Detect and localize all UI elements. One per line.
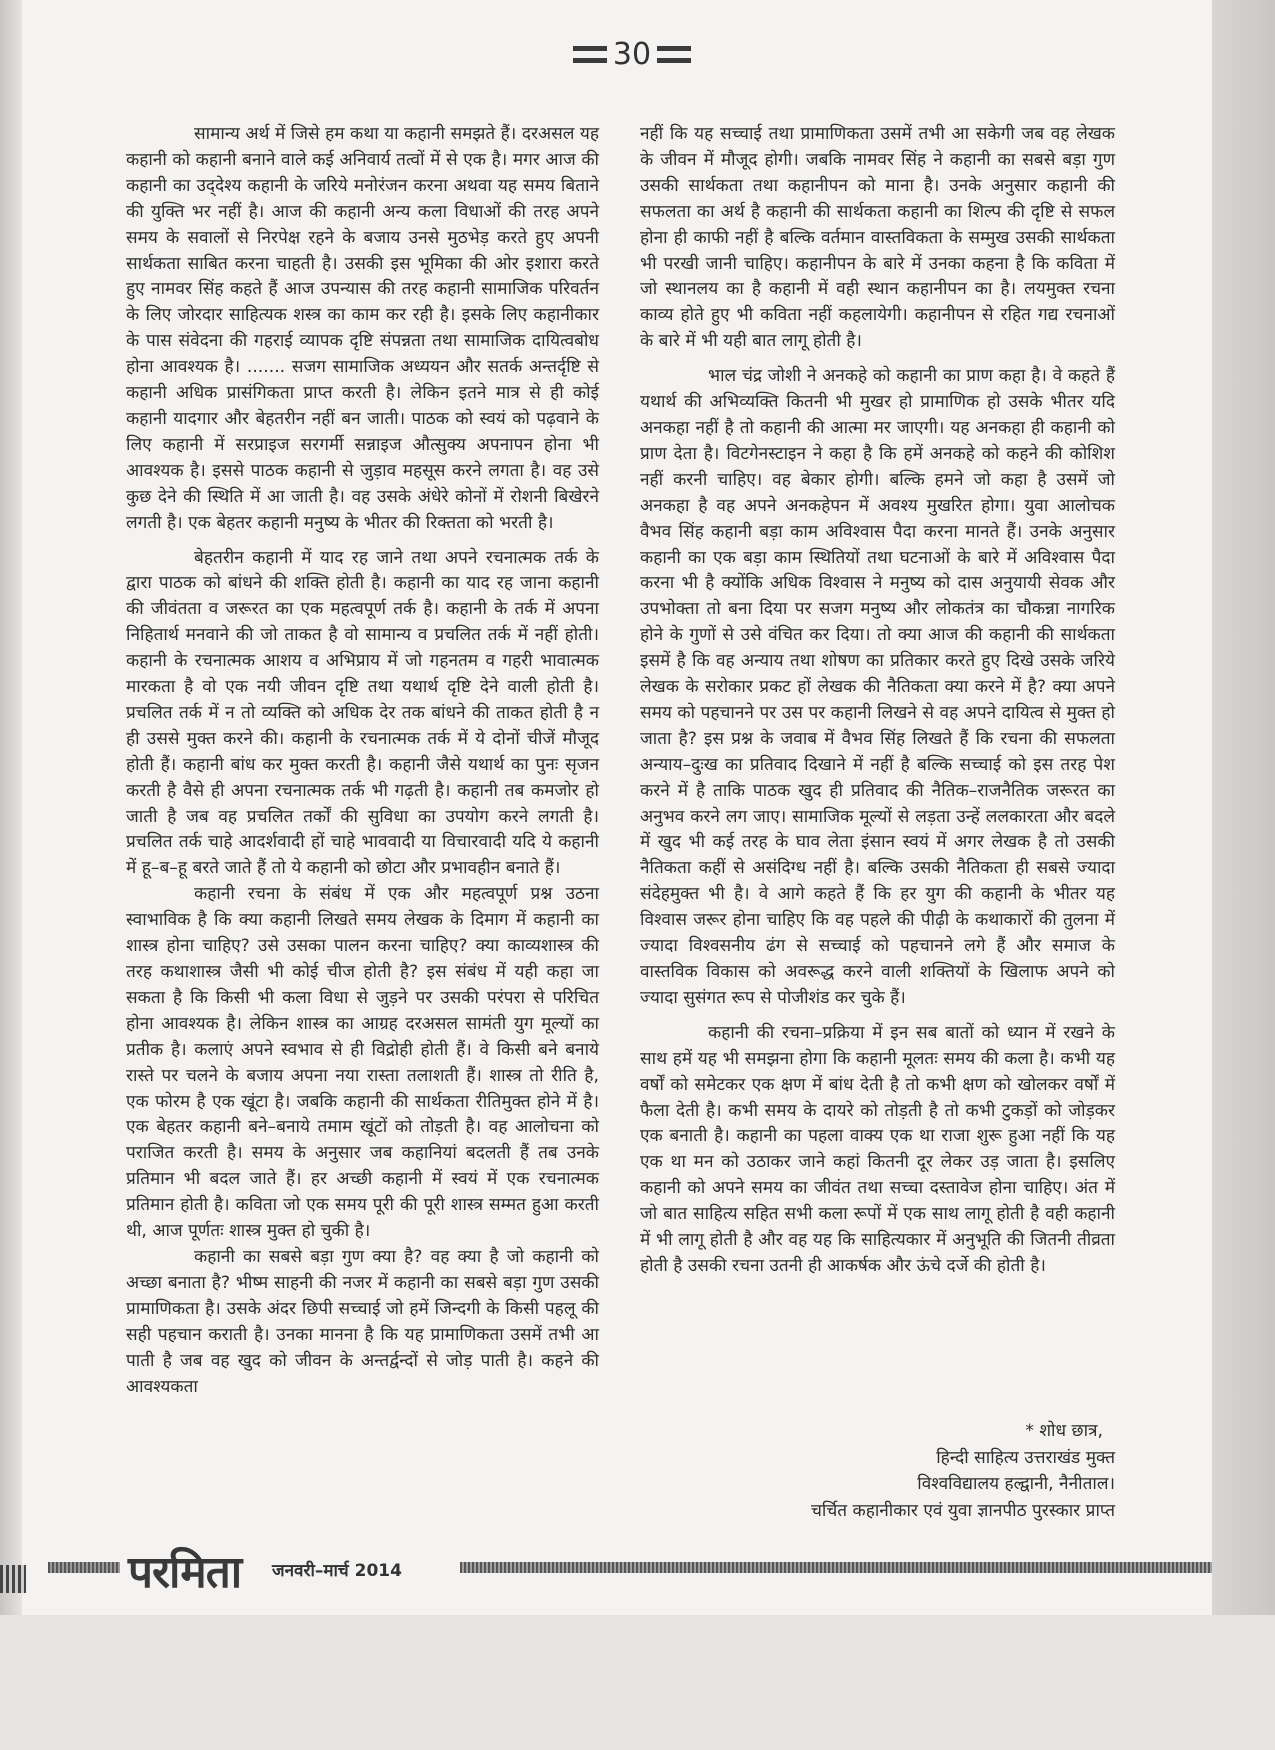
right-column xyxy=(640,122,1115,1280)
left-paragraph-1: सामान्य अर्थ में जिसे हम कथा या कहानी समझते हैं। दरअसल यह कहानी को कहानी बनाने वाले कई अनिवार्य तत्वों में से एक है। मगर आज की कहानी का उद्‌देश्य कहानी के जरिये मनोरंजन करना अथवा यह समय बिताने की युक्ति भर नहीं है। आज की कहानी अन्य कला विधाओं की तरह अपने समय के सवालों से निरपेक्ष रहने के बजाय उनसे मुठभेड़ करते हुए अपनी सार्थकता साबित करना चाहती है। उसकी इस भूमिका की ओर इशारा करते हुए नामवर सिंह कहते हैं आज उपन्यास की तरह कहानी सामाजिक परिवर्तन के लिए जोरदार साहित्यक शस्त्र का काम कर रही है। इसके लिए कहानीकार के पास संवेदना की गहराई व्यापक दृष्टि संपन्नता तथा सामाजिक दायित्वबोध होना आवश्यक है। ....... सजग सामाजिक अध्ययन और सतर्क अन्तर्दृष्टि से कहानी अधिक प्रासंगिकता प्राप्त करती है। लेकिन इतने मात्र से ही कोई कहानी यादगार और बेहतरीन नहीं बन जाती। पाठक को स्वयं को पढ़वाने के लिए कहानी में सरप्राइज सरगर्मी सन्नाइ‌ज औत्सुक्य अपनापन होना भी आवश्यक है। इससे पाठक कहानी से जुड़ाव महसूस करने लगता है। वह उसे कुछ देने की स्थिति में आ जाती है। वह उसके अंधेरे कोनों में रोशनी बिखेरने लगती है। एक बेहतर कहानी मनुष्य के भीतर की रिक्तता को भरती है। xyxy=(126,124,599,533)
right-paragraph-1: नहीं कि यह सच्चाई तथा प्रामाणिकता उसमें तभी आ सकेगी जब वह लेखक के जीवन में मौजूद होगी। जबकि नामवर सिंह ने कहानी का सबसे बड़ा गुण उसकी सार्थकता तथा कहानीपन को माना है। उनके अनुसार कहानी की सफलता का अर्थ है कहानी की सार्थकता कहानी का शिल्प की दृष्टि से सफल होना ही काफी नहीं है बल्कि वर्तमान वास्तविकता के सम्मुख उसकी सार्थकता भी परखी जानी चाहिए। कहानीपन के बारे में उनका कहना है कि कविता में जो स्थानलय का है कहानी में वही स्थान कहानीपन का है। लयमुक्त रचना काव्य होते हुए भी कविता नहीं कहलायेगी। कहानीपन से रहित गद्य रचनाओं के बारे में भी यही बात लागू होती है। xyxy=(640,124,1115,352)
left-paragraph-2: बेहतरीन कहानी में याद रह जाने तथा अपने रचनात्मक तर्क के द्वारा पाठक को बांधने की शक्ति होती है। कहानी का याद रह जाना कहानी की जीवंतता व जरूरत का एक महत्वपूर्ण तर्क है। कहानी के तर्क में अपना निहितार्थ मनवाने की जो ताकत है वो सामान्य व प्रचलित तर्क में नहीं होती। कहानी के रचनात्मक आशय व अभिप्राय में जो गहनतम व गहरी भावात्मक मारकता है वो एक नयी जीवन दृष्टि तथा यथार्थ दृष्टि देने वाली होती है। प्रचलित तर्क में न तो व्यक्ति को अधिक देर तक बांधने की ताकत होती है न ही उससे मुक्त करने की। कहानी के रचनात्मक तर्क में ये दोनों चीजें मौजूद होती हैं। कहानी बांध कर मुक्त करती है। कहानी जैसे यथार्थ का पुनः सृजन करती है वैसे ही अपना रचनात्मक तर्क भी गढ़ती है। कहानी तब कमजोर हो जाती है जब वह प्रचलित तर्कों की सुविधा का उपयोग करने लगती है। प्रचलित तर्क चाहे आदर्शवादी हों चाहे भाववादी या विचारवादी यदि ये कहानी में हू–ब–हू बरते जाते हैं तो ये कहानी को छोटा और प्रभावहीन बनाते हैं। xyxy=(126,547,599,879)
author-university: विश्वविद्यालय हल्द्वानी, नैनीताल। xyxy=(917,1474,1115,1494)
footer-left-rule xyxy=(48,1562,120,1573)
page-gutter xyxy=(0,0,22,1615)
right-bars-ornament xyxy=(657,46,691,63)
page-number: 30 xyxy=(612,36,652,72)
author-credit: चर्चित कहानीकार एवं युवा ज्ञानपीठ पुरस्कार प्राप्त xyxy=(810,1500,1115,1521)
left-paragraph-4: कहानी का सबसे बड़ा गुण क्या है? वह क्या है जो कहानी को अच्छा बनाता है? भीष्म साहनी की नजर में कहानी का सबसे बड़ा गुण उसकी प्रामाणिकता है। उसके अंदर छिपी सच्चाई जो हमें जिन्दगी के किसी पहलू की सही पहचान कराती है। उनका मानना है कि यह प्रामाणिकता उसमें तभी आ पाती है जब वह खुद को जीवन के अन्तर्द्वन्दों से जोड़ पाती है। कहने की आवश्यकता xyxy=(126,1246,599,1397)
footer-right-rule xyxy=(460,1562,1212,1573)
left-bars-ornament xyxy=(573,46,607,63)
scan-background xyxy=(0,1615,1275,1750)
left-column xyxy=(126,122,599,1400)
author-role: * शोध छात्र, xyxy=(1025,1421,1103,1441)
issue-date: जनवरी–मार्च 2014 xyxy=(272,1561,402,1581)
magazine-name: परमिता xyxy=(128,1547,242,1598)
binding-mark xyxy=(0,1565,26,1593)
right-paragraph-2: भाल चंद्र जोशी ने अनकहे को कहानी का प्राण कहा है। वे कहते हैं यथार्थ की अभिव्यक्ति कितनी भी मुखर हो प्रामाणिक हो उसके भीतर यदि अनकहा नहीं है तो कहानी की आत्मा मर जाएगी। यह अनकहा ही कहानी को प्राण देता है। विटगेनस्टाइन ने कहा है कि हमें अनकहे को कहने की कोशिश नहीं करनी चाहिए। वह बेकार होगी। बल्कि हमने जो कहा है उसमें जो अनकहा है वह अपने अनकहेपन में अवश्य मुखरित होगा। युवा आलोचक वैभव सिंह कहानी बड़ा काम अविश्वास पैदा करना मानते हैं। उनके अनुसार कहानी का एक बड़ा काम स्थितियों तथा घटनाओं के बारे में अविश्वास पैदा करना भी है क्योंकि अधिक विश्वास ने मनुष्य को दास अनुयायी सेवक और उपभोक्ता तो बना दिया पर सजग मनुष्य और लोकतंत्र का चौकन्ना नागरिक होने के गुणों से उसे वंचित कर दिया। तो क्या आज की कहानी की सार्थकता इसमें है कि वह अन्याय तथा शोषण का प्रतिकार करते हुए दिखे उसके जरिये लेखक के सरोकार प्रकट हों लेखक की नैतिकता क्या करने में है? क्या अपने समय को पहचानने पर उस पर कहानी लिखने से वह अपने दायित्व से मुक्त हो जाता है? इस प्रश्न के जवाब में वैभव सिंह लिखते हैं कि रचना की सफलता अन्याय–दुःख का प्रतिवाद दिखाने में नहीं है बल्कि सच्चाई को इस तरह पेश करने में है ताकि पाठक खुद ही प्रतिवाद की नैतिक–राजनैतिक जरूरत का अनुभव करने लग जाए। सामाजिक मूल्यों से लड़ता उन्हें ललकारता और बदले में खुद भी कई तरह के घाव लेता इंसान स्वयं में अगर लेखक है तो उसकी नैतिकता कहीं से असंदिग्ध नहीं है। बल्कि उसकी नैतिकता ही सबसे ज्यादा संदेहमुक्त भी है। वे आगे कहते हैं कि हर युग की कहानी के भीतर यह विश्वास जरूर होना चाहिए कि वह पहले की पीढ़ी के कथाकारों की तुलना में ज्यादा विश्वसनीय ढंग से सच्चाई को पहचानने लगे हैं और समाज के वास्तविक विकास को अवरूद्ध करने वाली शक्तियों के खिलाफ अपने को ज्यादा सुसंगत रूप से पोजीशंड कर चुके हैं। xyxy=(640,366,1115,1008)
page-footer xyxy=(0,1538,1275,1598)
right-paragraph-3: कहानी की रचना–प्रक्रिया में इन सब बातों को ध्यान में रखने के साथ हमें यह भी समझना होगा कि कहानी मूलतः समय की कला है। कभी यह वर्षों को समेटकर एक क्षण में बांध देती है तो कभी क्षण को खोलकर वर्षों में फैला देती है। कभी समय के दायरे को तोड़ती है तो कभी टुकड़ों को जोड़कर एक बनाती है। कहानी का पहला वाक्य एक था राजा शुरू हुआ नहीं कि यह एक था मन को उठाकर जाने कहां कितनी दूर लेकर उड़ जाता है। इसलिए कहानी को अपने समय का जीवंत तथा सच्चा दस्तावेज होना चाहिए। अंत में जो बात साहित्य सहित सभी कला रूपों में एक साथ लागू होती है वही कहानी में भी लागू होती है और वह यह कि साहित्यकार में अनुभूति की जितनी तीव्रता होती है उसकी रचना उतनी ही आकर्षक और ऊंचे दर्जे की होती है। xyxy=(640,1022,1115,1276)
page-shadow xyxy=(1212,0,1275,1615)
left-paragraph-3: कहानी रचना के संबंध में एक और महत्वपूर्ण प्रश्न उठना स्वाभाविक है कि क्या कहानी लिखते समय लेखक के दिमाग में कहानी का शास्त्र होना चाहिए? उसे उसका पालन करना चाहिए? क्या काव्यशास्त्र की तरह कथाशास्त्र जैसी भी कोई चीज होती है? इस संबंध में यही कहा जा सकता है कि किसी भी कला विधा से जुड़ने पर उसकी परंपरा से परिचित होना आवश्यक है। लेकिन शास्त्र का आग्रह दरअसल सामंती युग मूल्यों का प्रतीक है। कलाएं अपने स्वभाव से ही विद्रोही होती हैं। वे किसी बने बनाये रास्ते पर चलने के बजाय अपना नया रास्ता तलाशती हैं। शास्त्र तो रीति है, एक फोरम है एक खूंटा है। जबकि कहानी की सार्थकता रीतिमुक्त होने में है। एक बेहतर कहानी बने–बनाये तमाम खूंटों को तोड़ती है। वह आलोचना को पराजित करती है। समय के अनुसार जब कहानियां बदलती हैं तब उनके प्रतिमान भी बदल जाते हैं। हर अच्छी कहानी में स्वयं में एक रचनात्मक प्रतिमान होती है। कविता जो एक समय पूरी की पूरी शास्त्र सम्मत हुआ करती थी, आज पूर्णतः शास्त्र मुक्त हो चुकी है। xyxy=(126,884,599,1242)
author-department: हिन्दी साहित्य उत्तराखंड मुक्त xyxy=(936,1447,1115,1468)
author-note xyxy=(640,1418,1115,1524)
page-number-header xyxy=(562,32,702,76)
